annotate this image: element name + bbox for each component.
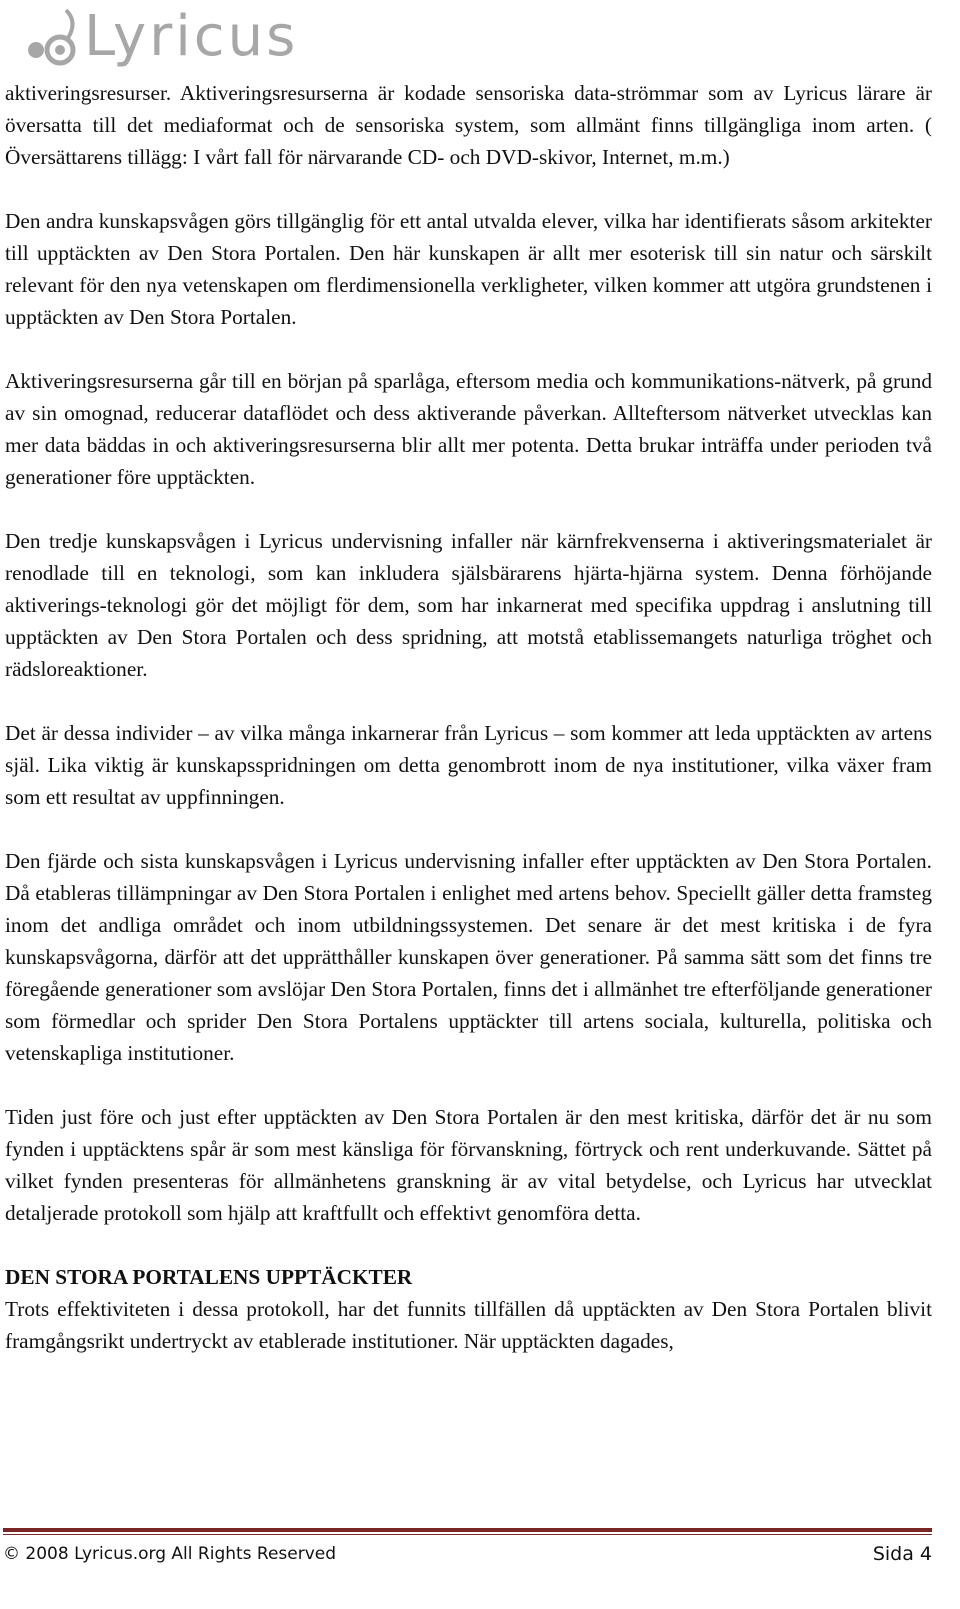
copyright-notice: © 2008 Lyricus.org All Rights Reserved [3, 1544, 337, 1564]
lyricus-logo [22, 2, 298, 72]
footer-divider-thin [3, 1534, 932, 1535]
lyricus-emblem-icon [22, 6, 82, 68]
page-number: Sida 4 [872, 1543, 932, 1565]
paragraph: Den andra kunskapsvågen görs tillgänglig för ett antal utvalda elever, vilka har identifierats såsom arkitekter till upptäckten av Den Stora Portalen. Den här kunskapen är allt mer esoterisk till sin natur och särskilt relevant för den nya vetenskapen om flerdimensionella verkligheter, vilken kommer att utgöra grundstenen i upptäckten av Den Stora Portalen. [5, 209, 932, 329]
paragraph: Det är dessa individer – av vilka många inkarnerar från Lyricus – som kommer att leda upptäckten av artens själ. Lika viktig är kunskapsspridningen om detta genombrott inom de nya institutioner, vilka växer fram som ett resultat av uppfinningen. [5, 721, 932, 809]
paragraph: aktiveringsresurser. Aktiveringsresurserna är kodade sensoriska data-strömmar som av Lyricus lärare är översatta till det mediaformat och de sensoriska system, som allmänt finns tillgängliga inom arten. ( Översättarens tillägg: I vårt fall för närvarande CD- och DVD-skivor, Internet, m.m.) [5, 81, 932, 169]
page-footer [3, 1538, 932, 1570]
section-heading: DEN STORA PORTALENS UPPTÄCKTER [5, 1265, 413, 1289]
paragraph: Aktiveringsresurserna går till en början på sparlåga, eftersom media och kommunikations-nätverk, på grund av sin omognad, reducerar dataflödet och dess aktiverande påverkan. Allteftersom nätverket utvecklas kan mer data bäddas in och aktiveringsresurserna blir allt mer potenta. Detta brukar inträffa under perioden två generationer före upptäckten. [5, 369, 932, 489]
paragraph: Den tredje kunskapsvågen i Lyricus undervisning infaller när kärnfrekvenserna i aktiveringsmaterialet är renodlade till en teknologi, som kan inkludera själsbärarens hjärta-hjärna system. Denna förhöjande aktiverings-teknologi gör det möjligt för dem, som har inkarnerat med specifika uppdrag i anslutning till upptäckten av Den Stora Portalen och dess spridning, att motstå etablissemangets naturliga tröghet och rädsloreaktioner. [5, 529, 932, 681]
section-paragraph: Trots effektiviteten i dessa protokoll, har det funnits tillfällen då upptäckten av Den Stora Portalen blivit framgångsrikt undertryckt av etablerade institutioner. När upptäckten dagades, [5, 1297, 932, 1353]
logo-wordmark: Lyricus [84, 4, 299, 69]
document-body [5, 77, 932, 1357]
paragraph: Tiden just före och just efter upptäckten av Den Stora Portalen är den mest kritiska, därför det är nu som fynden i upptäcktens spår är som mest känsliga för förvanskning, förtryck och rent underkuvande. Sättet på vilket fynden presenteras för allmänhetens granskning är av vital betydelse, och Lyricus har utvecklat detaljerade protokoll som hjälp att kraftfullt och effektivt genomföra detta. [5, 1105, 932, 1225]
footer-divider-thick [3, 1528, 932, 1532]
paragraph: Den fjärde och sista kunskapsvågen i Lyricus undervisning infaller efter upptäckten av Den Stora Portalen. Då etableras tillämpningar av Den Stora Portalen i enlighet med artens behov. Speciellt gäller detta framsteg inom det andliga området och inom utbildningssystemen. Det senare är det mest kritiska i de fyra kunskapsvågorna, därför att det upprätthåller kunskapen över generationer. På samma sätt som det finns tre föregående generationer som avslöjar Den Stora Portalen, finns det i allmänhet tre efterföljande generationer som förmedlar och sprider Den Stora Portalens upptäckter till artens sociala, kulturella, politiska och vetenskapliga institutioner. [5, 849, 932, 1065]
